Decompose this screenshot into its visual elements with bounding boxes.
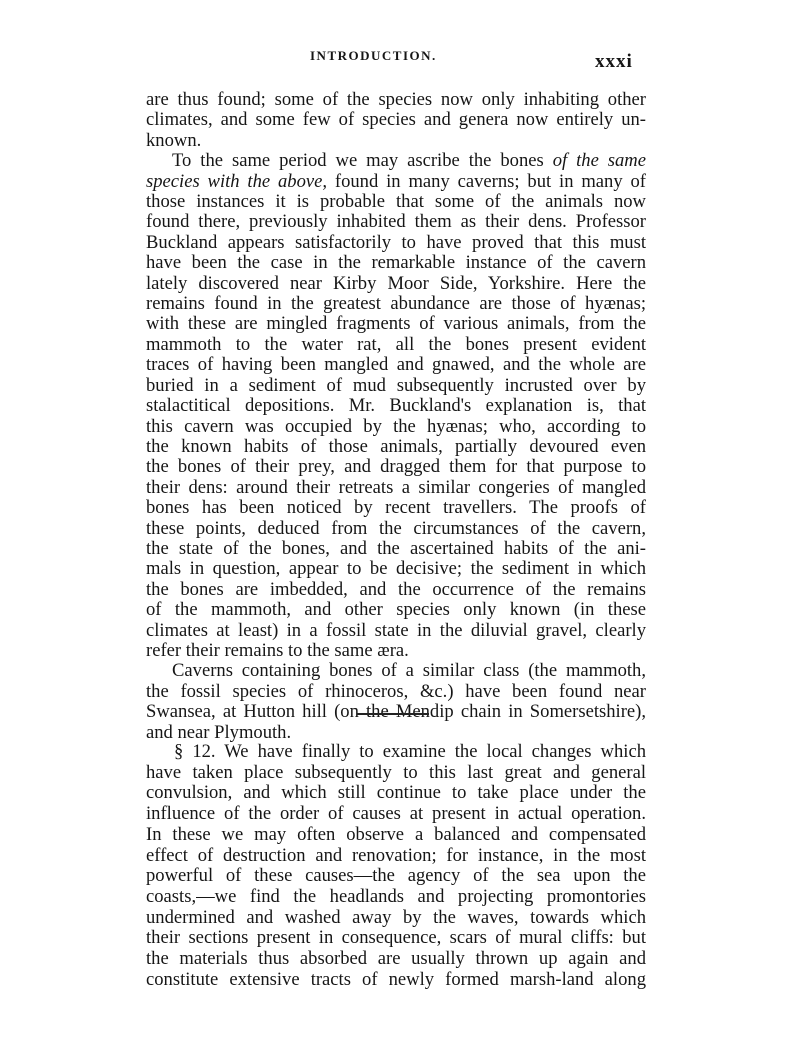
- text-line: and near Plymouth.: [146, 721, 292, 743]
- text-line: constitute extensive tracts of newly formed marsh-land along: [146, 968, 646, 990]
- text-line: have taken place subsequently to this last great and general: [146, 761, 646, 783]
- page-number: xxxi: [595, 51, 633, 72]
- text-line: Buckland appears satisfactorily to have proved that this must: [146, 231, 646, 253]
- text-line: climates, and some few of species and genera now entirely un-: [146, 109, 646, 131]
- paragraph-continuation: [146, 90, 646, 151]
- text-line: effect of destruction and renovation; for instance, in the most: [146, 844, 646, 866]
- italic-text: of the same: [552, 150, 646, 172]
- text-line: Caverns containing bones of a similar class (the mammoth,: [172, 660, 646, 682]
- text-line: lately discovered near Kirby Moor Side, Yorkshire. Here the: [146, 272, 646, 294]
- text-line: buried in a sediment of mud subsequently incrusted over by: [146, 374, 646, 396]
- paragraph-other-caverns: [146, 661, 646, 743]
- text-line: Swansea, at Hutton hill (on the Mendip chain in Somersetshire),: [146, 701, 646, 723]
- text-line: In these we may often observe a balanced and compensated: [146, 823, 646, 845]
- paragraph-section-12: [146, 742, 646, 990]
- text-line: remains found in the greatest abundance are those of hyænas;: [146, 293, 646, 315]
- text-line: with these are mingled fragments of various animals, from the: [146, 313, 646, 335]
- text-line: bones has been noticed by recent travellers. The proofs of: [146, 497, 646, 519]
- text-line: traces of having been mangled and gnawed, and the whole are: [146, 354, 646, 376]
- text-line: their sections present in consequence, scars of mural cliffs: but: [146, 927, 646, 949]
- text-line: [146, 172, 646, 192]
- section-12: [146, 742, 646, 990]
- text-line: mammoth to the water rat, all the bones present evident: [146, 333, 646, 355]
- text-line: the fossil species of rhinoceros, &c.) have been found near: [146, 680, 646, 702]
- text-line: the bones are imbedded, and the occurrence of the remains: [146, 578, 646, 600]
- text-line: are thus found; some of the species now only inhabiting other: [146, 89, 646, 110]
- text-line: found there, previously inhabited them as their dens. Professor: [146, 211, 646, 233]
- text-line: convulsion, and which still continue to take place under the: [146, 782, 646, 804]
- text-line: undermined and washed away by the waves, towards which: [146, 906, 646, 928]
- text-line: coasts,—we find the headlands and projecting promontories: [146, 885, 646, 907]
- text-run: found in many caverns; but in many of: [327, 170, 646, 192]
- text-line: their dens: around their retreats a similar congeries of mangled: [146, 476, 646, 498]
- paragraph-kirby-cavern: [146, 151, 646, 661]
- text-line: [146, 151, 646, 171]
- text-line: refer their remains to the same æra.: [146, 639, 409, 661]
- text-line: the bones of their prey, and dragged them for that purpose to: [146, 456, 646, 478]
- text-line: climates at least) in a fossil state in the diluvial gravel, clearly: [146, 619, 646, 641]
- section-divider: [357, 713, 429, 715]
- text-line: influence of the order of causes at present in actual operation.: [146, 803, 646, 825]
- text-line: mals in question, appear to be decisive; the sediment in which: [146, 558, 646, 580]
- running-title: INTRODUCTION.: [310, 48, 437, 63]
- text-line: § 12. We have finally to examine the local changes which: [174, 741, 646, 762]
- text-line: those instances it is probable that some of the animals now: [146, 191, 646, 213]
- text-line: of the mammoth, and other species only known (in these: [146, 599, 646, 621]
- text-run: To the same period we may ascribe the bones: [172, 150, 553, 172]
- text-line: known.: [146, 129, 202, 151]
- text-line: stalactitical depositions. Mr. Buckland's explanation is, that: [146, 395, 646, 417]
- text-line: the state of the bones, and the ascertained habits of the ani-: [146, 537, 646, 559]
- text-line: have been the case in the remarkable instance of the cavern: [146, 252, 646, 274]
- text-line: powerful of these causes—the agency of the sea upon the: [146, 865, 646, 887]
- text-line: these points, deduced from the circumstances of the cavern,: [146, 517, 646, 539]
- text-line: the materials thus absorbed are usually thrown up again and: [146, 948, 646, 970]
- body-text: [146, 90, 646, 743]
- italic-text: species with the above,: [146, 170, 328, 192]
- text-line: this cavern was occupied by the hyænas; who, according to: [146, 415, 646, 437]
- text-line: the known habits of those animals, partially devoured even: [146, 435, 646, 457]
